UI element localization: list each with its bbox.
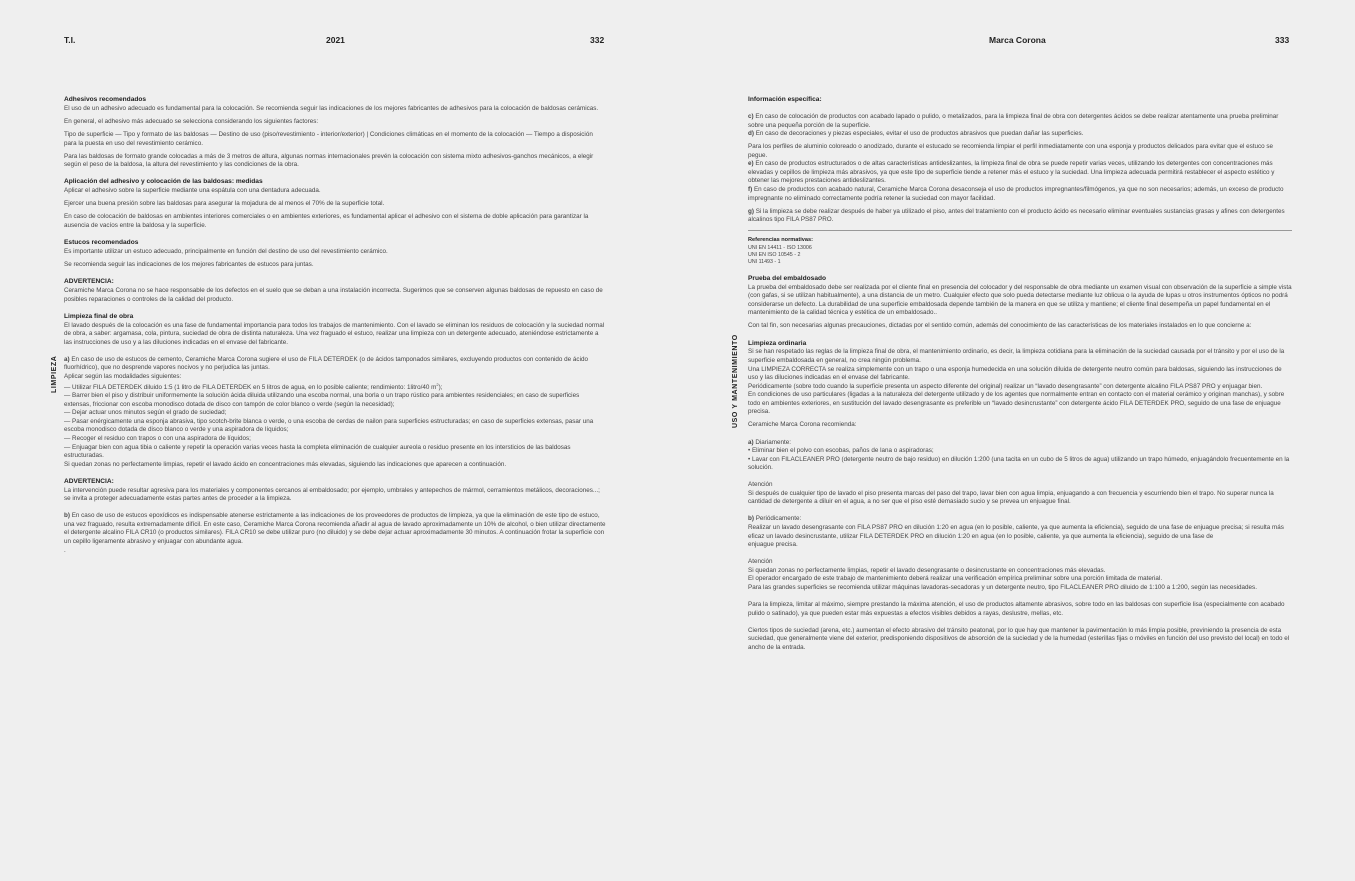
item-label: a) xyxy=(64,355,70,363)
paragraph xyxy=(64,356,606,373)
item-label: a) xyxy=(748,438,754,446)
paragraph: Aplicar según las modalidades siguientes: xyxy=(64,372,182,380)
item-label: g) xyxy=(748,207,754,215)
paragraph: Ciertos tipos de suciedad (arena, etc.) aumentan el efecto abrasivo del tránsito peatonal, por lo que hay que mantener la pavimentación lo más limpia posible, previniendo la presencia de esta suciedad, que generalmente viene del exterior, predisponiendo dispositivos de absorción de la suciedad y de la humedad (esterillas fijas o móviles en función del uso previsto del local) en todo el ancho de la entrada. xyxy=(748,626,1290,651)
paragraph xyxy=(748,439,1292,448)
section-title: Aplicación del adhesivo y colocación de las baldosas: medidas xyxy=(64,178,263,186)
header-brand: Marca Corona xyxy=(989,35,1046,45)
reference-line: UNI 11493 - 1 xyxy=(748,259,781,266)
paragraph: Tipo de superficie — Tipo y formato de las baldosas — Destino de uso (piso/revestimiento - interior/exterior) | Condiciones climáticas en el momento de la colocación — Tiempo a disposición para la puesta en uso del revestimiento cerámico. xyxy=(64,131,593,147)
paragraph: Ceramiche Marca Corona recomienda: xyxy=(748,421,857,429)
section-title: ADVERTENCIA: xyxy=(64,477,114,485)
item-label: f) xyxy=(748,185,753,193)
bullet: • Lavar con FILACLEANER PRO (detergente neutro de bajo residuo) en dilución 1:200 (una tacita en un cubo de 5 litros de agua) utilizando un trapo húmedo, enjuagándolo frecuentemente en la solución. xyxy=(748,455,1290,472)
paragraph: El uso de un adhesivo adecuado es fundamental para la colocación. Se recomienda seguir las indicaciones de los mejores fabricantes de adhesivos para la colocación de baldosas cerámicas. xyxy=(64,104,599,112)
section-title: Adhesivos recomendados xyxy=(64,96,147,103)
side-label-limpieza: LIMPIEZA xyxy=(51,355,58,393)
item-text: En caso de productos con acabado natural, Ceramiche Marca Corona desaconseja el uso de productos impregnantes/filmógenos, ya que no son necesarios; además, un exceso de producto impregnante no eliminado correctamente podría retener la suciedad con mayor facilidad. xyxy=(748,185,1284,202)
paragraph: Para la limpieza, limitar al máximo, siempre prestando la máxima atención, el uso de productos altamente abrasivos, sobre todo en las baldosas con superficie lisa (especialmente con acabado pulido o satinado), ya que pueden estar más expuestas a efectos visibles debidos a rayas, deslustre, mellas, etc. xyxy=(748,600,1285,617)
dilution-text: — Utilizar FILA DETERDEK diluido 1:5 (1 litro de FILA DETERDEK en 5 litros de agua, en lo posible caliente; rendimiento: 1litro/40 m xyxy=(64,383,437,391)
item-text: En caso de uso de estucos de cemento, Ceramiche Marca Corona sugiere el uso de FILA DETERDEK (o de ácidos tamponados similares, excluyendo productos con contenido de ácido fluorhídrico), que no desprende vapores nocivos y no perjudica las juntas. xyxy=(64,355,588,372)
paragraph xyxy=(748,208,1292,225)
section-title: ADVERTENCIA: xyxy=(64,278,114,286)
item-text: En caso de productos estructurados o de altas características antideslizantes, la limpieza final de obra se puede repetir varias veces, utilizando los detergentes con concentraciones más elevadas y cepillos de limpieza más abrasivos, ya que este tipo de superficie tiende a retener más el estuco y la suciedad. Una limpieza adecuada permitirá restablecer el aspecto estético y obtener las mejores prestaciones antideslizantes. xyxy=(748,160,1275,185)
paragraph: Para los perfiles de aluminio coloreado o anodizado, durante el estucado se recomienda limpiar el perfil inmediatamente con una esponja y productos delicados para evitar que el estuco se pegue. xyxy=(748,143,1274,159)
left-column xyxy=(64,96,606,560)
item-title: Diariamente: xyxy=(755,438,792,446)
divider xyxy=(748,230,1292,231)
section-title: Limpieza final de obra xyxy=(64,312,134,320)
right-page xyxy=(678,0,1355,881)
paragraph: En caso de colocación de baldosas en ambientes interiores comerciales o en ambientes exteriores, es fundamental aplicar el adhesivo con el sistema de doble aplicación para garantizar la ausencia de vacíos entre la baldosa y la superficie. xyxy=(64,213,589,229)
paragraph: El lavado después de la colocación es una fase de fundamental importancia para todos los trabajos de mantenimiento. Con el lavado se eliminan los residuos de colocación y la suciedad normal de obra, a saber: argamasa, cola, pintura, suciedad de obra de distinta naturaleza. Una vez fraguado el estuco, realizar una limpieza con un detergente adecuado, ateniéndose estrictamente a las instrucciones de uso y a las diluciones indicadas en el envase del fabricante. xyxy=(64,321,605,346)
references-title: Referencias normativas: xyxy=(748,236,813,243)
right-column xyxy=(748,96,1292,657)
step: Si quedan zonas no perfectamente limpias, repetir el lavado ácido en concentraciones más elevadas, siguiendo las indicaciones que aparecen a continuación. xyxy=(64,460,507,468)
note-title: Atención xyxy=(748,481,773,489)
paragraph xyxy=(64,512,606,546)
section-title: Estucos recomendados xyxy=(64,239,139,247)
item-label: d) xyxy=(748,130,754,138)
item-text: En caso de colocación de productos con acabado lapado o pulido, o metalizados, para la limpieza final de obra con detergentes ácidos se debe realizar atentamente una prueba preliminar sobre una pequeña porción de la superficie. xyxy=(748,112,1279,129)
bullet: • Eliminar bien el polvo con escobas, paños de lana o aspiradoras; xyxy=(748,447,934,455)
item-label: e) xyxy=(748,160,754,168)
paragraph: Para las baldosas de formato grande colocadas a más de 3 metros de altura, algunas normas internacionales prevén la colocación con sistema mixto adhesivos-ganchos mecánicos, a elegir según el peso de la baldosa, la altura del revestimiento y las condiciones de la obra. xyxy=(64,152,594,169)
trailing-dot: . xyxy=(64,546,66,554)
item-text: Si la limpieza se debe realizar después de haber ya utilizado el piso, antes del tratamiento con el producto ácido es necesario eliminar eventuales sustancias grasas y afines con detergentes alcalinos tipo FILA PS87 PRO. xyxy=(748,207,1285,224)
paragraph: Es importante utilizar un estuco adecuado, principalmente en función del destino de uso del revestimiento cerámico. xyxy=(64,247,388,255)
paragraph: Con tal fin, son necesarias algunas precauciones, dictadas por el sentido común, además del conocimiento de las características de los materiales instalados en lo que concierne a: xyxy=(748,322,1252,330)
note-title: Atención xyxy=(748,558,773,566)
paragraph: La intervención puede resultar agresiva para los materiales y componentes cercanos al embaldosado; por ejemplo, umbrales y antepechos de mármol, cerramientos metálicos, decoraciones...; se invita a proteger adecuadamente estas partes antes de proceder a la limpieza. xyxy=(64,486,600,503)
step: — Dejar actuar unos minutos según el grado de suciedad; xyxy=(64,409,227,417)
header-year: 2021 xyxy=(326,35,345,45)
step: — Enjuagar bien con agua tibia o caliente y repetir la operación varias veces hasta la completa eliminación de cualquier aureola o residuo presente en los intersticios de las baldosas estructuradas. xyxy=(64,443,571,460)
paragraph: Ejercer una buena presión sobre las baldosas para asegurar la mojadura de al menos el 70% de la superficie total. xyxy=(64,200,385,208)
page-number-right: 333 xyxy=(1275,35,1290,45)
section-title: Prueba del embaldosado xyxy=(748,274,827,282)
references xyxy=(748,237,1292,267)
paragraph: Si después de cualquier tipo de lavado el piso presenta marcas del paso del trapo, lavar bien con agua limpia, enjuagando a con frecuencia y escurriendo bien el trapo. No superar nunca la cantidad de detergente a diluir en el agua, a no ser que el piso esté demasiado sucio y se prevea un enjuague final. xyxy=(748,489,1274,506)
left-page xyxy=(0,0,677,881)
paragraph: Realizar un lavado desengrasante con FILA PS87 PRO en dilución 1:20 en agua (en lo posible, caliente, ya que aumenta la eficiencia), seguido de una fase de enjuague precisa; si resulta más eficaz un lavado desincrustante, utilizar FILA DETERDEK PRO en dilución 1:20 en agua (en lo posible, caliente, ya que aumenta la eficiencia), seguido de una fase de enjuague precisa. xyxy=(748,524,1284,549)
item-label: b) xyxy=(64,512,70,520)
paragraph: Si se han respetado las reglas de la limpieza final de obra, el mantenimiento ordinario, es decir, la limpieza cotidiana para la eliminación de la suciedad causada por el tránsito y por el uso de la superficie embaldosada en general, no crea ningún problema. Una LIMPIEZA CORRECTA se realiza simplemente con un trapo o una esponja humedecida en una solución diluida de detergente neutro común para baldosas, siguiendo las instrucciones de uso y las diluciones indicadas en el envase del fabricante. Periódicamente (sobre todo cuando la superficie presenta un aspecto diferente del original) realizar un “lavado desengrasante” con detergente alcalino FILA PS87 PRO y enjuagar bien. En condiciones de uso particulares (ligadas a la naturaleza del detergente utilizado y de los agentes que normalmente entran en contacto con el material cerámico y originan manchas), y sobre todo en ambientes exteriores, en sustitución del lavado desengrasante es preferible un “lavado desincrustante” con detergente ácido FILA DETERDEK PRO, seguido de una fase de enjuague precisa. xyxy=(748,348,1285,416)
paragraph xyxy=(748,113,1292,130)
reference-line: UNI EN 14411 - ISO 13006 xyxy=(748,244,812,251)
dilution-end: ); xyxy=(438,383,443,391)
section-title: Información específica: xyxy=(748,96,822,103)
item-label: c) xyxy=(748,112,754,120)
section-title: Limpieza ordinaria xyxy=(748,339,807,347)
paragraph: En general, el adhesivo más adecuado se selecciona considerando los siguientes factores: xyxy=(64,118,319,126)
paragraph: Aplicar el adhesivo sobre la superficie mediante una espátula con una dentadura adecuada. xyxy=(64,187,321,195)
paragraph xyxy=(64,382,606,393)
paragraph xyxy=(748,186,1292,203)
paragraph: La prueba del embaldosado debe ser realizada por el cliente final en presencia del colocador y del responsable de obra mediante un examen visual con observación de la superficie a simple vista (con gafas, si se utilizan habitualmente), a una distancia de un metro. Cualquier efecto que solo pueda detectarse mediante luz oblicua o la ayuda de lupas u otros instrumentos ópticos no podrá considerarse un defecto. La durabilidad de una superficie embaldosada depende también de la manera en que se utiliza y mantiene; el cliente final desempeña un papel fundamental en el mantenimiento de la calidad técnica y estética de un embaldosado.. xyxy=(748,283,1292,317)
superscript: 2 xyxy=(436,381,439,387)
reference-line: UNI EN ISO 10545 - 2 xyxy=(748,251,801,258)
page-number-left: 332 xyxy=(590,35,605,45)
paragraph xyxy=(748,515,1292,524)
item-title: Periódicamente: xyxy=(755,515,802,523)
paragraph: Se recomienda seguir las indicaciones de los mejores fabricantes de estucos para juntas. xyxy=(64,261,314,269)
paragraph xyxy=(748,130,1292,139)
step: — Barrer bien el piso y distribuir uniformemente la solución ácida diluida utilizando una escoba normal, una borla o un trapo rústico para ambientes residenciales; en caso de superficies extensas, friccionar con escoba monodisco dotada de disco con tampón de color blanco o verde (según la necesidad); xyxy=(64,392,580,408)
step: — Pasar enérgicamente una esponja abrasiva, tipo scotch-brite blanca o verde, o una escoba de cerdas de nailon para superficies estructuradas; en caso de superficies extensas, pasar una escoba monodisco dotada de disco blanco o verde y una aspiradora de líquidos; xyxy=(64,417,594,434)
item-label: b) xyxy=(748,515,754,523)
item-text: En caso de decoraciones y piezas especiales, evitar el uso de productos abrasivos que puedan dañar las superficies. xyxy=(755,130,1084,138)
side-label-uso-mantenimiento: USO Y MANTENIMIENTO xyxy=(732,334,739,428)
item-text: En caso de uso de estucos epoxídicos es indispensable atenerse estrictamente a las indicaciones de los proveedores de productos de limpieza, ya que la eliminación de este tipo de estuco, una vez fraguado, resulta extremadamente difícil. En este caso, Ceramiche Marca Corona recomienda añadir al agua de lavado aproximadamente un 10% de alcohol, o bien utilizar directamente el detergente alcalino FILA CR10 (o productos similares). FILA CR10 se debe utilizar puro (no diluido) y se debe dejar actuar aproximadamente 30 minutos. A continuación frotar la superficie con un cepillo ligeramente abrasivo y enjuagar con abundante agua. xyxy=(64,512,606,545)
paragraph: Ceramiche Marca Corona no se hace responsable de los defectos en el suelo que se deban a una instalación incorrecta. Sugerimos que se conserven algunas baldosas de repuesto en caso de posibles reparaciones o controles de la calidad del producto. xyxy=(64,287,603,303)
step: — Recoger el residuo con trapos o con una aspiradora de líquidos; xyxy=(64,434,251,442)
paragraph: Si quedan zonas no perfectamente limpias, repetir el lavado desengrasante o desincrustante en concentraciones más elevadas. El operador encargado de este trabajo de mantenimiento deberá realizar una verificación empírica preliminar sobre una porción limitada de material. Para las grandes superficies se recomienda utilizar máquinas lavadoras-secadoras y un detergente neutro, tipo FILACLEANER PRO diluido de 1:100 a 1:200, según las necesidades. xyxy=(748,566,1257,591)
header-left: T.I. xyxy=(64,35,76,45)
paragraph xyxy=(748,160,1292,186)
